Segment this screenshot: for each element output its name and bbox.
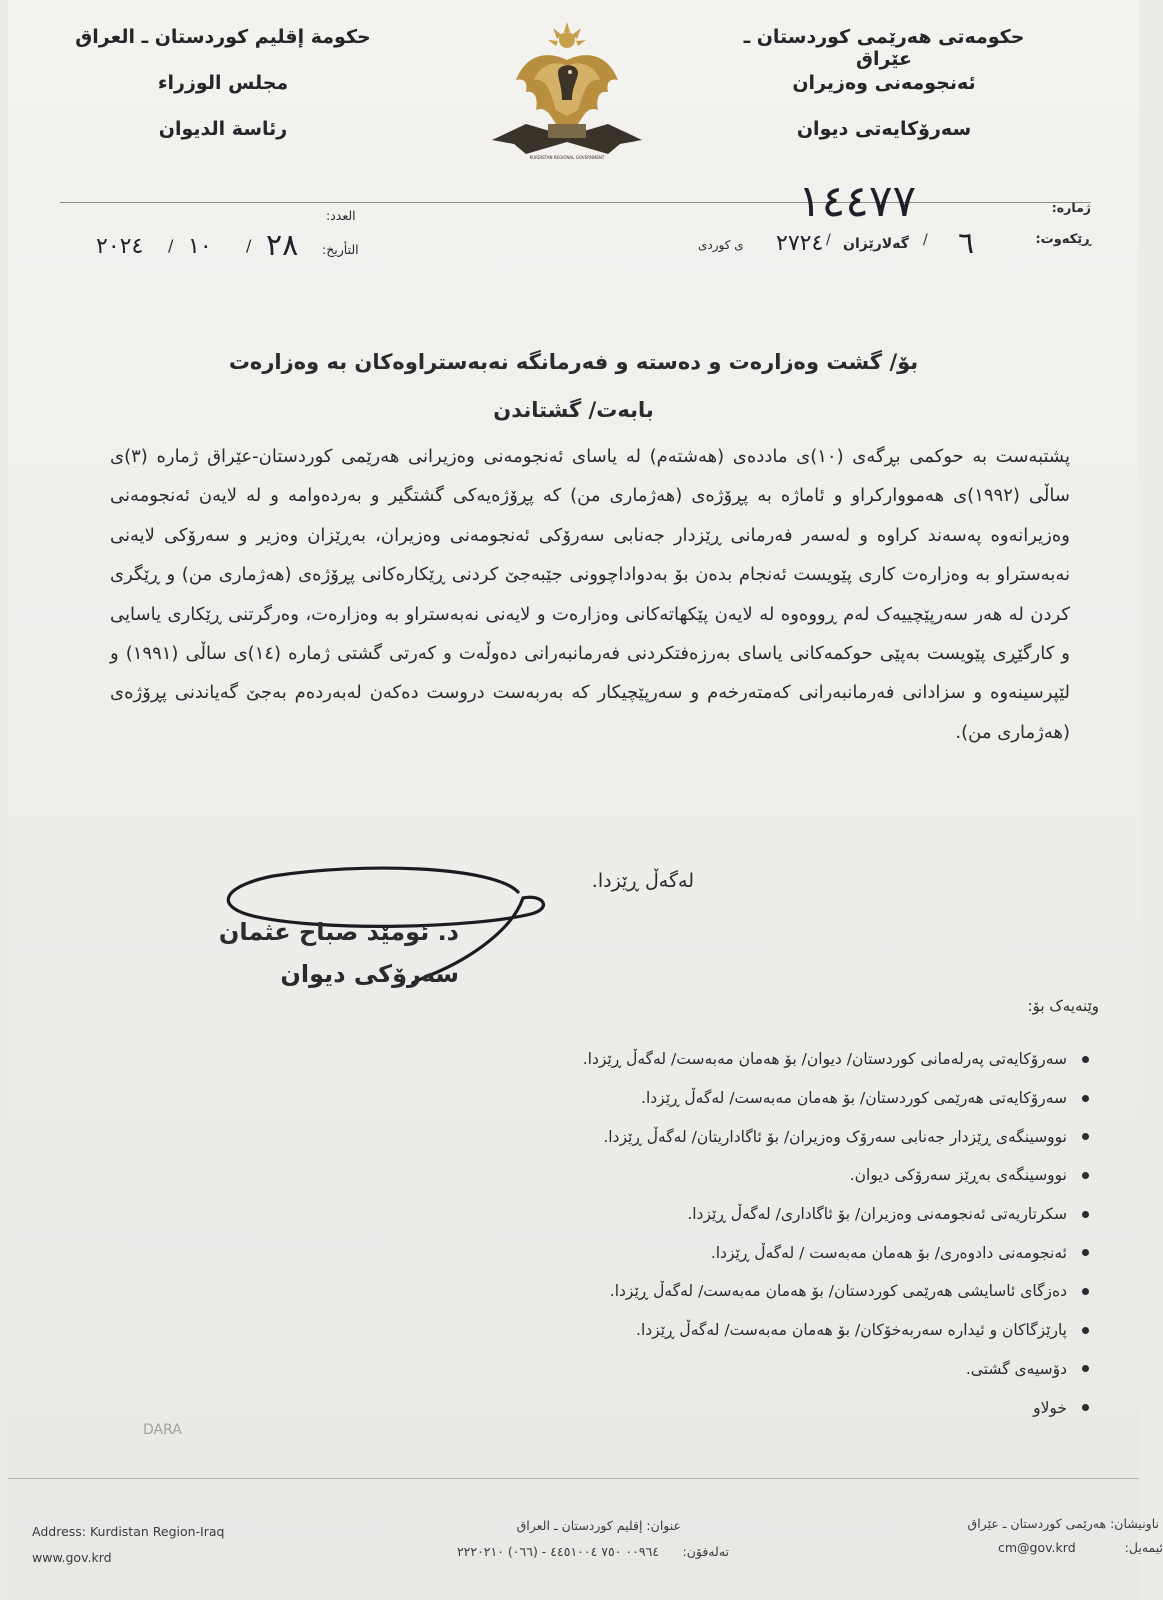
- bullet-icon: [1082, 1249, 1089, 1256]
- letter-sheet: [8, 0, 1163, 1600]
- date-year: ٢٠٢٤: [96, 234, 144, 259]
- bullet-icon: [1082, 1211, 1089, 1218]
- kurdish-date-sep-1: /: [923, 232, 928, 248]
- letter-closing: لەگەڵ ڕێزدا.: [591, 870, 694, 892]
- footer-website: www.gov.krd: [32, 1550, 112, 1565]
- bullet-icon: [1082, 1288, 1089, 1295]
- header-arabic-line-2: مجلس الوزراء: [157, 72, 289, 94]
- kurdish-date-year: ٢٧٢٤: [776, 231, 824, 256]
- header-kurdish-line-3: سەرۆکایەتی دیوان: [796, 118, 972, 140]
- letter-paragraph: پشتبەست بە حوکمی بڕگەی (١٠)ی ماددەی (هەشتەم) لە یاسای ئەنجومەنی وەزیرانی هەرێمی کوردستان-عێراق ژمارە (٣)ی ساڵی (١٩٩٢)ی هەمووارکراو و ئاماژە بە پڕۆژەی (هەژماری من) کە پڕۆژەیەکی گشتگیر و بەردەوامە و لە لایەن ئەنجومەنی وەزیرانەوە پەسەند کراوە و لەسەر فەرمانی ڕێزدار جەنابی سەرۆکی ئەنجومەنی وەزیران، بەڕێزان وەزیر و سەرۆکی لایەنی نەبەستراو بە وەزارەت کاری پێویست ئەنجام بدەن بۆ بەدواداچوونی جێبەجێ کردنی ڕێکارەکانی پڕۆژەی (هەژماری من) و ڕێگری کردن لە هەر سەرپێچییەک لەم ڕووەوە لە لایەن پێکهاتەکانی وەزارەت و لایەنی نەبەستراو بە وەزارەت، وەرگرتنی ڕێکاری یاسایی و کارگێڕی پێویست بەپێی حوکمەکانی یاسای بەرزەفتکردنی فەرمانبەرانی دەوڵەت و کەرتی گشتی ژمارە (١٤)ی ساڵی (١٩٩١) و لێپرسینەوە و سزادانی فەرمانبەرانی کەمتەرخەم و سەرپێچیکار کە بەربەست دروست دەکەن لەبەردەم بەجێ گەیاندنی پڕۆژەی (هەژماری من).: [110, 446, 1070, 743]
- header-arabic: [68, 26, 378, 164]
- bullet-icon: [1082, 1172, 1089, 1179]
- cc-list: [389, 1040, 1089, 1427]
- number-label-ar: العدد:: [326, 208, 356, 223]
- cc-item: نووسینگەی بەڕێز سەرۆکی دیوان.: [389, 1156, 1089, 1195]
- typist-initials: DARA: [143, 1422, 182, 1438]
- header-arabic-line-1: حكومة إقليم كوردستان ـ العراق: [75, 26, 371, 48]
- date-label-ku: ڕێکەوت:: [1035, 232, 1091, 247]
- footer-email: cm@gov.krd: [998, 1540, 1076, 1555]
- footer-rule: [8, 1478, 1139, 1479]
- date-month: ١٠: [188, 234, 212, 259]
- cc-item: پارێزگاکان و ئیدارە سەربەخۆکان/ بۆ هەمان مەبەست/ لەگەڵ ڕێزدا.: [389, 1311, 1089, 1350]
- krg-emblem-icon: [486, 20, 648, 162]
- footer-address-ar: عنوان: إقليم كوردستان ـ العراق: [516, 1518, 681, 1533]
- header-kurdish-line-1: حکومەتی هەرێمی کوردستان ـ عێراق: [743, 26, 1025, 70]
- emblem-caption: KURDISTAN REGIONAL GOVERNMENT: [529, 155, 605, 160]
- date-sep-1: /: [246, 236, 252, 255]
- footer-phone-label: تەلەفۆن:: [682, 1544, 729, 1559]
- footer-email-label: ئیمەیل:: [1124, 1540, 1163, 1555]
- date-label-ar: التأريخ:: [322, 242, 359, 257]
- cc-item: دەزگای ئاسایشی هەرێمی کوردستان/ بۆ هەمان مەبەست/ لەگەڵ ڕێزدا.: [389, 1272, 1089, 1311]
- bullet-icon: [1082, 1404, 1089, 1411]
- kurdish-date-sep-2: /: [826, 232, 831, 248]
- header-arabic-line-3: رئاسة الديوان: [158, 118, 288, 140]
- cc-item: ئەنجومەنی دادوەری/ بۆ هەمان مەبەست / لەگەڵ ڕێزدا.: [389, 1233, 1089, 1272]
- date-day: ٢٨: [266, 228, 299, 263]
- bullet-icon: [1082, 1133, 1089, 1140]
- number-label-ku: ژمارە:: [1051, 200, 1091, 215]
- letter-body: [110, 437, 1070, 752]
- reference-number: ١٤٤٧٧: [798, 176, 917, 227]
- bullet-icon: [1082, 1365, 1089, 1372]
- bullet-icon: [1082, 1095, 1089, 1102]
- footer-phone: ٠٠٩٦٤ ٧٥٠ ٤٤٥١٠٠٤ - (٠٦٦) ٢٢٢٠٢١٠: [456, 1544, 659, 1559]
- cc-item: نووسینگەی ڕێزدار جەنابی سەرۆک وەزیران/ بۆ ئاگاداریتان/ لەگەڵ ڕێزدا.: [389, 1117, 1089, 1156]
- cc-item: سەرۆکایەتی پەرلەمانی کوردستان/ دیوان/ بۆ هەمان مەبەست/ لەگەڵ ڕێزدا.: [389, 1040, 1089, 1079]
- footer-address-ku: ناونیشان: هەرێمی کوردستان ـ عێراق: [967, 1516, 1159, 1531]
- header-rule: [60, 202, 1091, 203]
- cc-item: دۆسیەی گشتی.: [389, 1350, 1089, 1389]
- kurdish-year-suffix: ی کوردی: [698, 238, 744, 252]
- bullet-icon: [1082, 1327, 1089, 1334]
- cc-item: سەرۆکایەتی هەرێمی کوردستان/ بۆ هەمان مەبەست/ لەگەڵ ڕێزدا.: [389, 1079, 1089, 1118]
- letter-subject: بابەت/ گشتاندن: [493, 398, 654, 422]
- letter-recipient: بۆ/ گشت وەزارەت و دەستە و فەرمانگە نەبەستراوەکان بە وەزارەت: [228, 350, 919, 374]
- cc-item: سکرتاریەتی ئەنجومەنی وەزیران/ بۆ ئاگاداری/ لەگەڵ ڕێزدا.: [389, 1195, 1089, 1234]
- kurdish-date-month: گەلارێزان: [843, 236, 909, 252]
- kurdish-date-day: ٦: [958, 226, 975, 261]
- header-kurdish-line-2: ئەنجومەنی وەزیران: [792, 72, 976, 94]
- cc-item: خولاو: [389, 1388, 1089, 1427]
- cc-heading: وێنەیەک بۆ:: [1027, 997, 1099, 1015]
- header-kurdish: [714, 26, 1054, 164]
- bullet-icon: [1082, 1056, 1089, 1063]
- footer-address-en: Address: Kurdistan Region-Iraq: [32, 1524, 225, 1539]
- signatory-title: سەرۆکی دیوان: [280, 960, 459, 988]
- signatory-name: د. ئومێد صباح عثمان: [218, 918, 459, 946]
- date-sep-2: /: [168, 236, 174, 255]
